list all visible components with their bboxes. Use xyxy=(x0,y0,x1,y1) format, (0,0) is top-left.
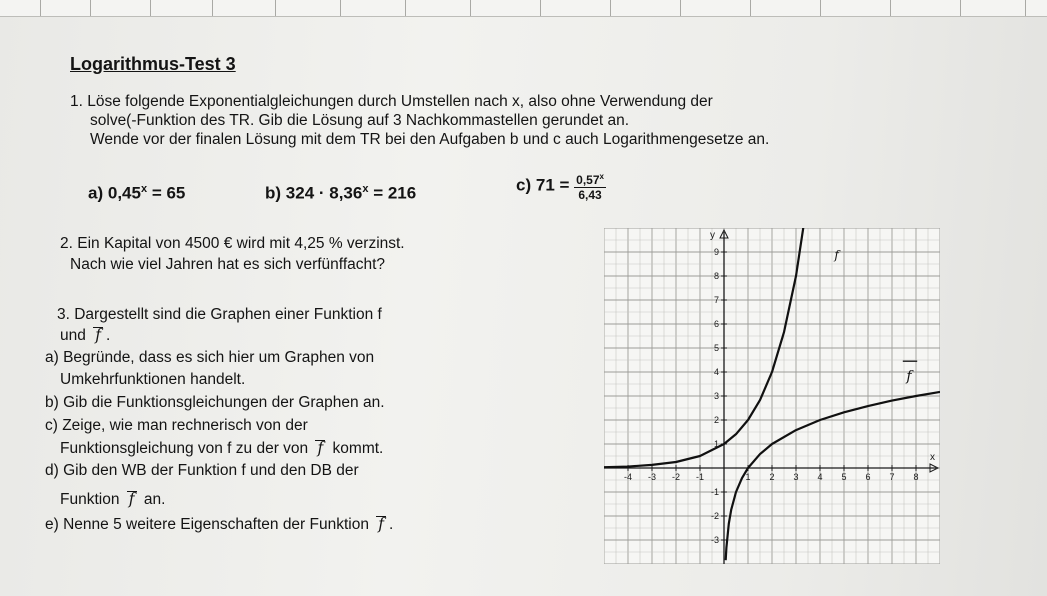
equation-b-label: b) xyxy=(265,183,282,203)
y-tick-label: 6 xyxy=(713,319,719,329)
equation-a-rhs: = 65 xyxy=(151,183,186,203)
task1-line3: Wende vor der finalen Lösung mit dem TR bei den Aufgaben b und c auch Logarithmengesetze an. xyxy=(90,131,770,148)
equation-b-exponent: x xyxy=(362,183,369,195)
f-inverse-symbol: f xyxy=(95,326,101,344)
function-graph xyxy=(604,228,940,564)
task3-line2: und f . xyxy=(60,326,111,344)
f-inverse-symbol: f xyxy=(378,515,385,533)
equation-a-base: 0,45 xyxy=(107,183,141,203)
x-tick-label: 8 xyxy=(913,472,919,482)
equation-b xyxy=(265,183,416,204)
f-inverse-symbol: f xyxy=(128,490,135,508)
y-tick-label: 3 xyxy=(713,391,719,401)
y-tick-label: 4 xyxy=(713,367,719,377)
x-tick-label: -3 xyxy=(647,472,657,482)
task2-line1: 2. Ein Kapital von 4500 € wird mit 4,25 % verzinst. xyxy=(60,235,405,252)
y-tick-label: 2 xyxy=(713,415,719,425)
equation-c-label: c) xyxy=(516,175,532,195)
equation-a xyxy=(88,183,185,204)
equation-c-denominator: 6,43 xyxy=(578,188,602,202)
x-tick-label: -4 xyxy=(623,472,633,482)
label-f-inverse: f xyxy=(906,368,912,385)
task3-a-line2: Umkehrfunktionen handelt. xyxy=(60,371,246,388)
x-tick-label: 3 xyxy=(793,472,799,482)
task3-b: b) Gib die Funktionsgleichungen der Graphen an. xyxy=(45,394,385,411)
y-tick-label: -2 xyxy=(710,511,719,521)
label-f: f xyxy=(834,248,839,263)
equation-b-rhs: = 216 xyxy=(373,183,417,203)
task1-line1: 1. Löse folgende Exponentialgleichungen durch Umstellen nach x, also ohne Verwendung der xyxy=(70,93,713,110)
x-tick-label: -2 xyxy=(671,472,681,482)
task3-line1: 3. Dargestellt sind die Graphen einer Funktion f xyxy=(57,306,382,323)
equation-a-label: a) xyxy=(88,183,104,203)
x-tick-label: 4 xyxy=(817,472,823,482)
y-tick-label: -3 xyxy=(710,535,719,545)
x-tick-label: 7 xyxy=(889,472,895,482)
y-tick-label: 7 xyxy=(713,295,719,305)
x-tick-label: 1 xyxy=(745,472,751,482)
equation-c xyxy=(516,170,606,202)
task3-e: e) Nenne 5 weitere Eigenschaften der Funktion f . xyxy=(45,515,394,533)
y-tick-label: -1 xyxy=(710,487,719,497)
equation-a-exponent: x xyxy=(140,183,148,195)
y-tick-label: 5 xyxy=(713,343,719,353)
x-tick-label: 6 xyxy=(865,472,871,482)
top-ruler-strip xyxy=(0,0,1047,17)
page-title: Logarithmus-Test 3 xyxy=(70,54,236,74)
x-axis-label: x xyxy=(930,452,935,463)
f-inverse-symbol: f xyxy=(317,439,324,457)
equation-c-fraction xyxy=(574,170,606,202)
task3-d-line2: Funktion f an. xyxy=(60,490,166,508)
y-tick-label: 9 xyxy=(713,247,719,257)
task3-d-line1: d) Gib den WB der Funktion f und den DB der xyxy=(45,462,359,479)
y-tick-label: 1 xyxy=(713,439,719,449)
task1-line2: solve(-Funktion des TR. Gib die Lösung auf 3 Nachkommastellen gerundet an. xyxy=(90,112,630,129)
x-tick-label: 2 xyxy=(769,472,775,482)
task3-c-line2: Funktionsgleichung von f zu der von f kommt. xyxy=(60,439,384,457)
equation-c-lhs: 71 = xyxy=(535,175,570,195)
task3-c-line1: c) Zeige, wie man rechnerisch von der xyxy=(45,417,308,434)
task2-line2: Nach wie viel Jahren hat es sich verfünffacht? xyxy=(70,256,386,273)
y-tick-label: 8 xyxy=(713,271,719,281)
x-tick-label: 5 xyxy=(841,472,847,482)
equation-c-numerator: 0,57$^x$ xyxy=(576,172,604,187)
x-tick-label: -1 xyxy=(695,472,705,482)
y-axis-label: y xyxy=(710,230,715,241)
task3-a-line1: a) Begründe, dass es sich hier um Graphen von xyxy=(45,349,375,366)
equation-b-lhs: 324 · 8,36 xyxy=(285,183,363,203)
